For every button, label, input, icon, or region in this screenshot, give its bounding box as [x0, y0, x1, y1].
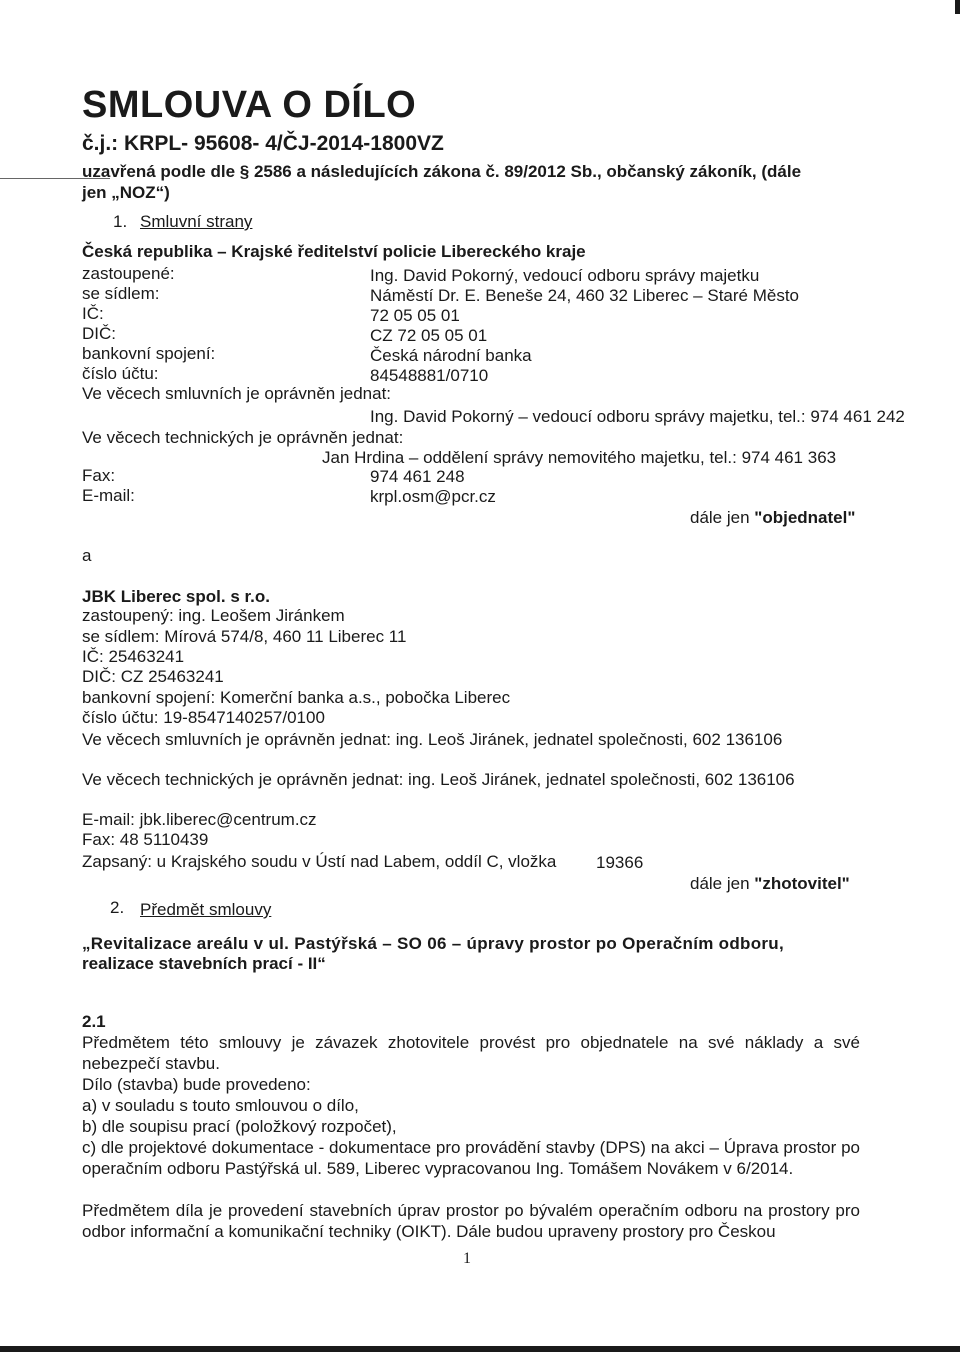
concluded-under-line-2: jen „NOZ“)	[82, 183, 170, 202]
contractor-technical-line: Ve věcech technických je oprávněn jednat: ing. Leoš Jiránek, jednatel společnosti, 602 136106	[82, 770, 795, 789]
client-fax-label: Fax:	[82, 466, 116, 485]
project-title-line-1: „Revitalizace areálu v ul. Pastýřská – SO 06 – úpravy prostor po Operačním odboru,	[82, 934, 785, 953]
clause-paragraph-work: Předmětem díla je provedení stavebních úprav prostor po bývalém operačním odboru na prostory pro odbor informační a komunikační techniky (OIKT). Dále budou upraveny prostory pro Českou	[82, 1201, 860, 1241]
client-label-seat: se sídlem:	[82, 284, 160, 303]
client-label-ico: IČ:	[82, 304, 104, 323]
client-role-prefix: dále jen	[690, 508, 755, 527]
contractor-registry-number: 19366	[596, 853, 644, 872]
reference-number: č.j.: KRPL- 95608- 4/ČJ-2014-1800VZ	[82, 132, 444, 155]
contractor-contract-line: Ve věcech smluvních je oprávněn jednat: ing. Leoš Jiránek, jednatel společnosti, 602 136106	[82, 730, 783, 749]
scan-edge-bar-bottom	[0, 1346, 960, 1352]
contractor-dic: DIČ: CZ 25463241	[82, 667, 224, 686]
client-label-bank: bankovní spojení:	[82, 344, 216, 363]
client-value-ico: 72 05 05 01	[370, 306, 460, 325]
client-name: Česká republika – Krajské ředitelství policie Libereckého kraje	[82, 242, 586, 261]
contractor-seat: se sídlem: Mírová 574/8, 460 11 Liberec 11	[82, 627, 407, 646]
client-label-represented: zastoupené:	[82, 264, 175, 283]
client-value-account: 84548881/0710	[370, 366, 489, 385]
contractor-role-name: "zhotovitel"	[754, 874, 850, 893]
section-2-number: 2.	[110, 898, 125, 917]
clause-item-c: c) dle projektové dokumentace - dokumentace pro provádění stavby (DPS) na akci – Úprava prostor po operačním odboru Pastýřská ul. 589, Liberec vypracovanou Ing. Tomášem Novákem v 6/2014.	[82, 1138, 860, 1178]
clause-paragraph-subject: Předmětem této smlouvy je závazek zhotovitele provést pro objednatele na své náklady a své nebezpečí stavbu.	[82, 1033, 860, 1073]
contractor-email: E-mail: jbk.liberec@centrum.cz	[82, 810, 317, 829]
contractor-represented: zastoupený: ing. Leošem Jiránkem	[82, 606, 345, 625]
client-technical-person: Jan Hrdina – oddělení správy nemovitého majetku, tel.: 974 461 363	[322, 448, 837, 467]
client-label-dic: DIČ:	[82, 324, 116, 343]
section-2-title: Předmět smlouvy	[140, 900, 272, 919]
client-fax-value: 974 461 248	[370, 467, 465, 486]
clause-item-b: b) dle soupisu prací (položkový rozpočet),	[82, 1117, 397, 1136]
client-email-label: E-mail:	[82, 486, 135, 505]
client-contract-label: Ve věcech smluvních je oprávněn jednat:	[82, 384, 392, 403]
contractor-role-prefix: dále jen	[690, 874, 755, 893]
concluded-under-line-1: uzavřená podle dle § 2586 a následujících zákona č. 89/2012 Sb., občanský zákoník, (dále	[82, 162, 802, 181]
clause-paragraph-performed: Dílo (stavba) bude provedeno:	[82, 1075, 311, 1094]
contractor-bank: bankovní spojení: Komerční banka a.s., pobočka Liberec	[82, 688, 511, 707]
client-technical-label: Ve věcech technických je oprávněn jednat:	[82, 428, 404, 447]
section-1-title: Smluvní strany	[140, 212, 253, 231]
contractor-registry: Zapsaný: u Krajského soudu v Ústí nad Labem, oddíl C, vložka	[82, 852, 557, 871]
clause-item-a: a) v souladu s touto smlouvou o dílo,	[82, 1096, 359, 1115]
client-email-value: krpl.osm@pcr.cz	[370, 487, 496, 506]
conjunction: a	[82, 546, 92, 565]
client-value-represented: Ing. David Pokorný, vedoucí odboru správy majetku	[370, 266, 760, 285]
client-value-bank: Česká národní banka	[370, 346, 532, 365]
project-title-line-2: realizace stavebních prací - II“	[82, 954, 326, 973]
client-contract-person: Ing. David Pokorný – vedoucí odboru správy majetku, tel.: 974 461 242	[370, 407, 905, 426]
page-number: 1	[463, 1250, 471, 1267]
client-role	[690, 508, 855, 528]
contractor-name: JBK Liberec spol. s r.o.	[82, 587, 271, 606]
client-label-account: číslo účtu:	[82, 364, 159, 383]
client-role-name: "objednatel"	[754, 508, 856, 527]
client-value-dic: CZ 72 05 05 01	[370, 326, 488, 345]
contractor-role	[690, 874, 850, 894]
scan-edge-mark-top-right	[955, 0, 960, 14]
contractor-ico: IČ: 25463241	[82, 647, 185, 666]
contractor-fax: Fax: 48 5110439	[82, 830, 209, 849]
client-value-seat: Náměstí Dr. E. Beneše 24, 460 32 Liberec – Staré Město	[370, 286, 800, 305]
document-title: SMLOUVA O DÍLO	[82, 84, 417, 126]
clause-number: 2.1	[82, 1012, 106, 1031]
section-1-number: 1.	[113, 212, 128, 231]
contractor-account: číslo účtu: 19-8547140257/0100	[82, 708, 325, 727]
